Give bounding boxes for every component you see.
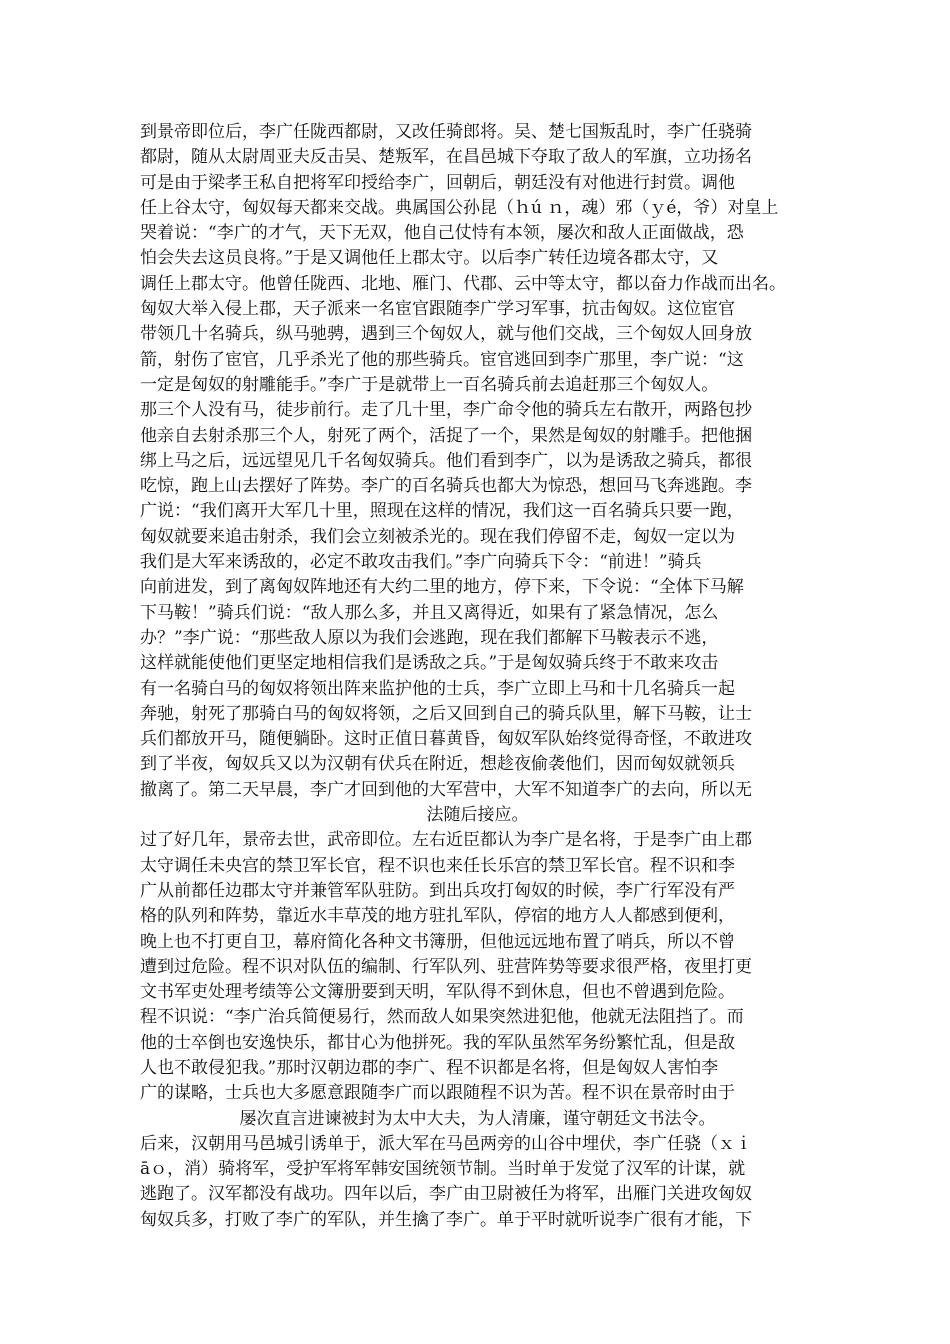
- text-line: 哭着说：“李广的才气，天下无双，他自己仗恃有本领，屡次和敌人正面做战，恐: [140, 223, 744, 244]
- text-line: 格的队列和阵势，靠近水丰草茂的地方驻扎军队，停宿的地方人人都感到便利，: [140, 906, 735, 927]
- text-line: 怕会失去这员良将。”于是又调他任上郡太守。以后李广转任边境各郡太守，又: [140, 248, 719, 269]
- text-line: 匈奴大举入侵上郡，天子派来一名宦官跟随李广学习军事，抗击匈奴。这位宦官: [140, 299, 735, 320]
- text-line: 他亲自去射杀那三个人，射死了两个，活捉了一个，果然是匈奴的射雕手。把他捆: [140, 425, 752, 446]
- text-line: 调任上郡太守。他曾任陇西、北地、雁门、代郡、云中等太守，都以奋力作战而出名。: [140, 273, 786, 294]
- text-line: 到景帝即位后，李广任陇西都尉，又改任骑郎将。吴、楚七国叛乱时，李广任骁骑: [140, 122, 752, 142]
- text-line: 一定是匈奴的射雕能手。”李广于是就带上一百名骑兵前去追赶那三个匈奴人。: [140, 374, 719, 395]
- text-line: 他的士卒倒也安逸快乐，都甘心为他拼死。我的军队虽然军务纷繁忙乱，但是敌: [140, 1032, 735, 1053]
- text-line: 广从前都任边郡太守并兼管军队驻防。到出兵攻打匈奴的时候，李广行军没有严: [140, 880, 735, 901]
- text-line: 程不识说：“李广治兵简便易行，然而敌人如果突然进犯他，他就无法阻挡了。而: [140, 1007, 744, 1028]
- text-line: 吃惊，跑上山去摆好了阵势。李广的百名骑兵也都大为惊恐，想回马飞奔逃跑。李: [140, 476, 752, 497]
- text-line: 任上谷太守，匈奴每天都来交战。典属国公孙昆（ｈú ｎ，魂）邪（ｙé，爷）对皇上: [140, 197, 779, 218]
- text-line: 那三个人没有马，徒步前行。走了几十里，李广命令他的骑兵左右散开，两路包抄: [140, 400, 752, 421]
- text-line: 遭到过危险。程不识对队伍的编制、行军队列、驻营阵势等要求很严格，夜里打更: [140, 956, 752, 977]
- paragraph: [140, 1132, 815, 1233]
- text-line: 到了半夜，匈奴兵又以为汉朝有伏兵在附近，想趁夜偷袭他们，因而匈奴就领兵: [140, 754, 735, 775]
- text-line: 文书军吏处理考绩等公文簿册要到天明，军队得不到休息，但也不曾遇到危险。: [140, 982, 735, 1003]
- text-line: 我们是大军来诱敌的，必定不敢攻击我们。”李广向骑兵下令：“前进！”骑兵: [140, 552, 702, 573]
- text-line: 都尉，随从太尉周亚夫反击吴、楚叛军，在昌邑城下夺取了敌人的军旗，立功扬名: [140, 147, 752, 168]
- text-line: 广说：“我们离开大军几十里，照现在这样的情况，我们这一百名骑兵只要一跑，: [140, 501, 744, 522]
- text-line: 绑上马之后，远远望见几千名匈奴骑兵。他们看到李广，以为是诱敌之骑兵，都很: [140, 450, 752, 471]
- text-line: 太守调任未央宫的禁卫军长官，程不识也来任长乐宫的禁卫军长官。程不识和李: [140, 855, 735, 876]
- text-line: 过了好几年，景帝去世，武帝即位。左右近臣都认为李广是名将，于是李广由上郡: [140, 830, 752, 851]
- text-line: 后来，汉朝用马邑城引诱单于，派大军在马邑两旁的山谷中埋伏，李广任骁（ｘｉ: [140, 1133, 752, 1154]
- text-line: 下马鞍！”骑兵们说：“敌人那么多，并且又离得近，如果有了紧急情况，怎么: [140, 602, 719, 623]
- text-line: 奔驰，射死了那骑白马的匈奴将领，之后又回到自己的骑兵队里，解下马鞍，让士: [140, 703, 752, 724]
- paragraph: [140, 828, 815, 1132]
- text-line: 屡次直言进谏被封为太中大夫，为人清廉，谨守朝廷文书法令。: [239, 1108, 716, 1129]
- text-line: 箭，射伤了宦官，几乎杀光了他的那些骑兵。宦官逃回到李广那里，李广说：“这: [140, 349, 744, 370]
- text-line: 这样就能使他们更坚定地相信我们是诱敌之兵。”于是匈奴骑兵终于不敢来攻击: [140, 653, 719, 674]
- text-line: 可是由于梁孝王私自把将军印授给李广，回朝后，朝廷没有对他进行封赏。调他: [140, 172, 735, 193]
- text-line: 法随后接应。: [426, 805, 529, 826]
- text-line: 匈奴兵多，打败了李广的军队，并生擒了李广。单于平时就听说李广很有才能，下: [140, 1209, 752, 1230]
- text-line: āｏ，消）骑将军，受护军将军韩安国统领节制。当时单于发觉了汉军的计谋，就: [140, 1159, 746, 1180]
- text-line: 匈奴就要来追击射杀，我们会立刻被杀光的。现在我们停留不走，匈奴一定以为: [140, 526, 735, 547]
- text-line: 广的谋略，士兵也大多愿意跟随李广而以跟随程不识为苦。程不识在景帝时由于: [140, 1083, 735, 1104]
- text-line: 带领几十名骑兵，纵马驰骋，遇到三个匈奴人，就与他们交战，三个匈奴人回身放: [140, 324, 752, 345]
- text-line: 办？”李广说：“那些敌人原以为我们会逃跑，现在我们都解下马鞍表示不逃，: [140, 627, 719, 648]
- text-line: 晚上也不打更自卫，幕府简化各种文书簿册，但他远远地布置了哨兵，所以不曾: [140, 931, 735, 952]
- text-line: 逃跑了。汉军都没有战功。四年以后，李广由卫尉被任为将军，出雁门关进攻匈奴: [140, 1184, 752, 1205]
- document-page: [140, 120, 815, 1233]
- text-line: 人也不敢侵犯我。”那时汉朝边郡的李广、程不识都是名将，但是匈奴人害怕李: [140, 1057, 719, 1078]
- text-line: 向前进发，到了离匈奴阵地还有大约二里的地方，停下来，下令说：“全体下马解: [140, 577, 744, 598]
- text-line: 兵们都放开马，随便躺卧。这时正值日暮黄昏，匈奴军队始终觉得奇怪，不敢进攻: [140, 729, 752, 750]
- paragraph: [140, 120, 815, 828]
- text-line: 有一名骑白马的匈奴将领出阵来监护他的士兵，李广立即上马和十几名骑兵一起: [140, 678, 735, 699]
- text-line: 撤离了。第二天早晨，李广才回到他的大军营中，大军不知道李广的去向，所以无: [140, 779, 752, 800]
